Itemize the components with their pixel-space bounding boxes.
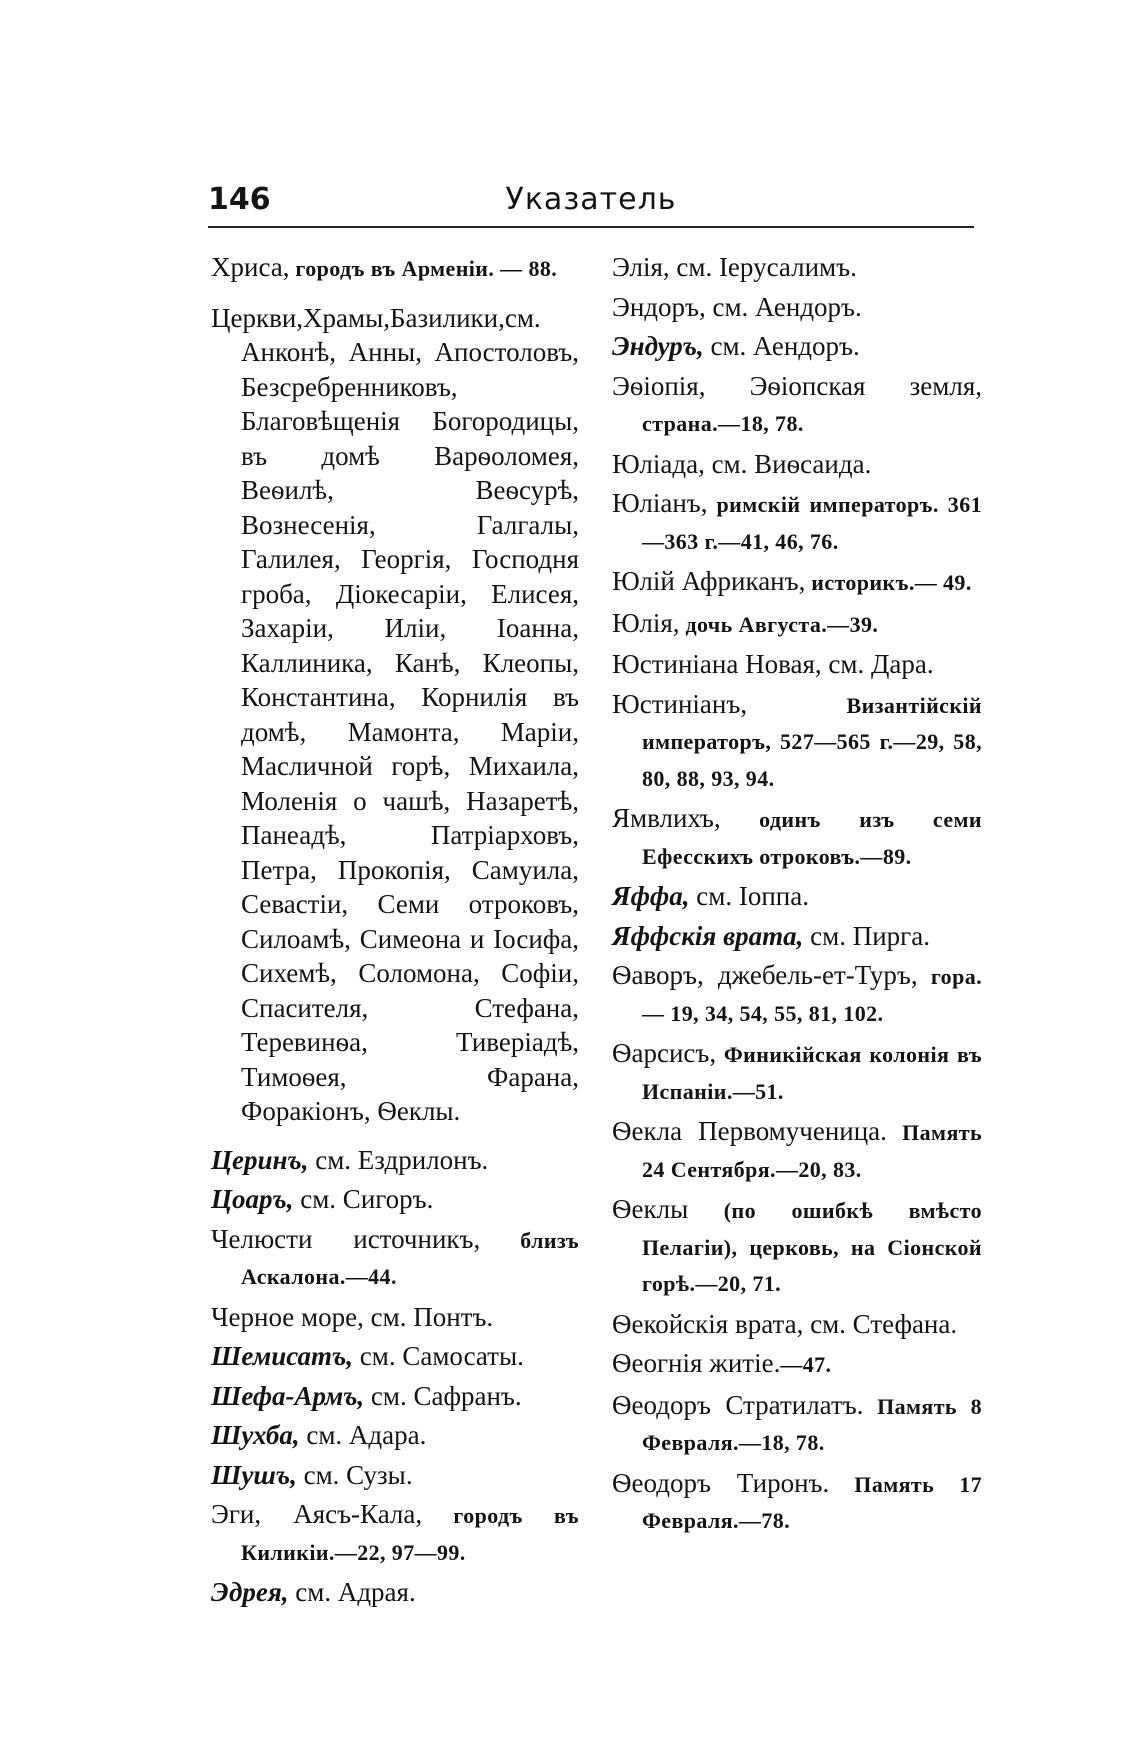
index-entry: Черное море, см. Понтъ. xyxy=(211,1301,494,1332)
index-entry: Яффскія врата, см. Пирга. xyxy=(612,920,930,951)
index-column-right xyxy=(612,250,982,1544)
index-entry: Юстиніанъ, Византійскій императоръ, 527—565 г.—29, 58, 80, 88, 93, 94. xyxy=(612,688,982,791)
index-entry: Ѳеклы (по ошибкѣ вмѣсто Пелагіи), церковь, на Сіонской горѣ.—20, 71. xyxy=(612,1194,982,1296)
index-column-left xyxy=(211,250,579,1615)
index-entry: Эги, Аясъ-Кала, городъ въ Киликіи.—22, 97—99. xyxy=(211,1499,579,1565)
index-entry: Элія, см. Іерусалимъ. xyxy=(612,252,857,282)
index-entry: Юлій Африканъ, историкъ.— 49. xyxy=(612,566,972,596)
index-entry: Яффа, см. Іоппа. xyxy=(612,881,809,911)
index-entry: Шушъ, см. Сузы. xyxy=(211,1459,413,1490)
index-entry: Эндоръ, см. Аендоръ. xyxy=(612,291,862,322)
page-header xyxy=(208,182,974,226)
index-entry: Юліанъ, римскій императоръ. 361—363 г.—41, 46, 76. xyxy=(612,488,982,554)
index-entry: Ѳарсисъ, Финикійская колонія въ Испаніи.—51. xyxy=(612,1038,982,1104)
index-entry: Ѳеогнія житіе.—47. xyxy=(612,1348,832,1378)
index-entry: Церкви,Храмы,Базилики,см. Анконѣ, Анны, Апостоловъ, Безсребренниковъ, Благовѣщенія Богородицы, въ домѣ Варѳоломея, Веѳилѣ, Веѳсурѣ, Вознесенія, Галгалы, Галилея, Георгія, Господня гроба, Діокесаріи, Елисея, Захаріи, Иліи, Іоанна, Каллиника, Канѣ, Клеопы, Константина, Корнилія въ домѣ, Мамонта, Маріи, Масличной горѣ, Михаила, Моленія о чашѣ, Назаретѣ, Панеадѣ, Патріарховъ, Петра, Прокопія, Самуила, Севастіи, Семи отроковъ, Силоамѣ, Симеона и Іосифа, Сихемѣ, Соломона, Софіи, Спасителя, Стефана, Теревинѳа, Тиверіадѣ, Тимоѳея, Фарана, Форакіонъ, Ѳеклы. xyxy=(211,302,579,1126)
index-entry: Шухба, см. Адара. xyxy=(211,1420,427,1450)
index-entry: Юлія, дочь Августа.—39. xyxy=(612,607,879,638)
index-entry: Ямвлихъ, одинъ изъ семи Ефесскихъ отроковъ.—89. xyxy=(612,803,982,869)
index-entry: Цоаръ, см. Сигоръ. xyxy=(211,1184,434,1214)
index-entry: Эндуръ, см. Аендоръ. xyxy=(612,331,860,361)
index-entry: Церинъ, см. Ездрилонъ. xyxy=(211,1144,489,1175)
index-entry: Шефа-Армъ, см. Сафранъ. xyxy=(211,1380,522,1411)
index-entry: Ѳеодоръ Тиронъ. Память 17 Февраля.—78. xyxy=(612,1467,982,1533)
index-entry: Шемисатъ, см. Самосаты. xyxy=(211,1341,524,1371)
index-entry: Ѳеодоръ Стратилатъ. Память 8 Февраля.—18, 78. xyxy=(612,1389,982,1455)
index-entry: Челюсти источникъ, близъ Аскалона.—44. xyxy=(211,1223,579,1289)
index-entry: Хриса, городъ въ Арменіи. — 88. xyxy=(211,252,558,282)
index-entry: Ѳекла Первомученица. Память 24 Сентября.—20, 83. xyxy=(612,1116,982,1182)
index-entry: Юліада, см. Виѳсаида. xyxy=(612,448,872,479)
index-entry: Ѳекойскія врата, см. Стефана. xyxy=(612,1308,958,1339)
index-entry: Эдрея, см. Адрая. xyxy=(211,1577,416,1607)
header-rule xyxy=(208,226,974,228)
index-entry: Ѳаворъ, джебель-ет-Туръ, гора. — 19, 34, 54, 55, 81, 102. xyxy=(612,960,983,1026)
running-title: Указатель xyxy=(505,182,677,217)
index-entry: Юстиніана Новая, см. Дара. xyxy=(612,649,934,679)
index-entry: Эѳіопія, Эѳіопская земля, страна.—18, 78. xyxy=(612,370,982,436)
page-number: 146 xyxy=(208,182,271,217)
